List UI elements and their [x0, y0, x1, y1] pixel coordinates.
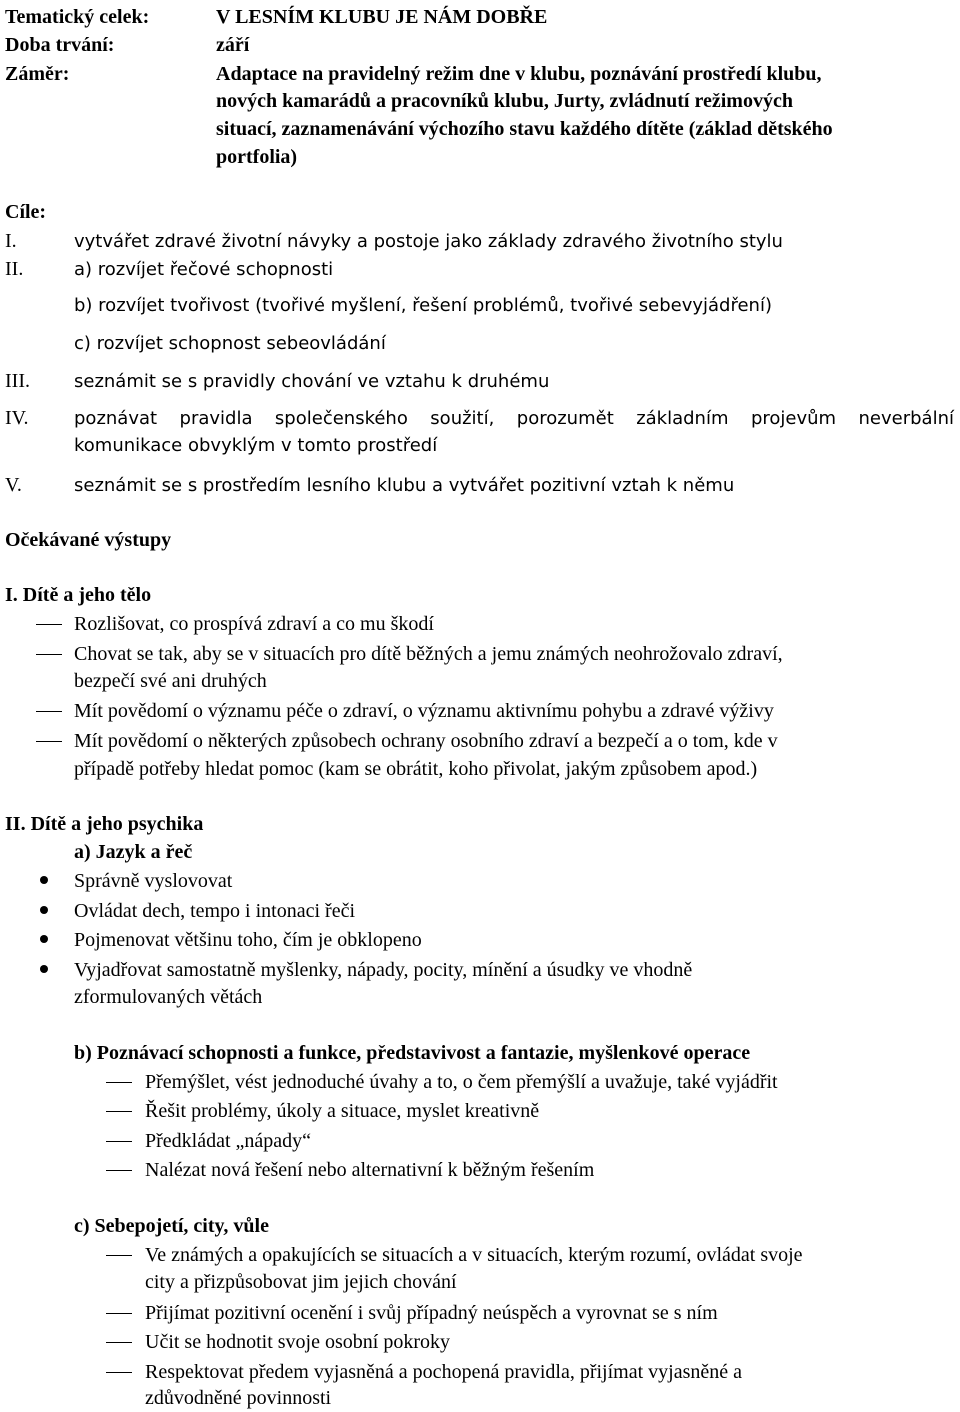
list-item: Ve známých a opakujících se situacích a v situacích, kterým rozumí, ovládat svoje — [145, 1244, 803, 1266]
goal-number: I. — [5, 230, 17, 252]
dash-marker — [36, 654, 62, 655]
goal-text: seznámit se s prostředím lesního klubu a vytvářet pozitivní vztah k němu — [74, 475, 735, 496]
list-item: Nalézat nová řešení nebo alternativní k běžným řešením — [145, 1159, 595, 1181]
subsection-title: c) Sebepojetí, city, vůle — [74, 1215, 269, 1237]
goal-number: II. — [5, 258, 24, 280]
list-item: Rozlišovat, co prospívá zdraví a co mu škodí — [74, 613, 434, 635]
section-title: II. Dítě a jeho psychika — [5, 813, 204, 835]
topic-label: Tematický celek: — [5, 6, 150, 28]
dash-marker — [106, 1313, 132, 1314]
list-item: Chovat se tak, aby se v situacích pro dítě běžných a jemu známých neohrožovalo zdraví, — [74, 643, 783, 665]
dash-marker — [106, 1141, 132, 1142]
aim-line: Adaptace na pravidelný režim dne v klubu, poznávání prostředí klubu, — [216, 63, 822, 85]
list-item: Ovládat dech, tempo i intonaci řeči — [74, 900, 356, 922]
bullet-marker — [40, 965, 48, 973]
goal-text: b) rozvíjet tvořivost (tvořivé myšlení, řešení problémů, tvořivé sebevyjádření) — [74, 295, 772, 316]
goal-text: poznávat pravidla společenského soužití, porozumět základním projevům neverbální — [74, 408, 954, 429]
goal-number: III. — [5, 370, 30, 392]
dash-marker — [106, 1342, 132, 1343]
aim-label: Záměr: — [5, 63, 70, 85]
list-item-continued: bezpečí své ani druhých — [74, 670, 267, 692]
list-item-continued: city a přizpůsobovat jim jejich chování — [145, 1271, 457, 1293]
list-item: Předkládat „nápady“ — [145, 1130, 312, 1152]
goal-text: seznámit se s pravidly chování ve vztahu k druhému — [74, 371, 550, 392]
bullet-marker — [40, 876, 48, 884]
dash-marker — [106, 1111, 132, 1112]
dash-marker — [106, 1372, 132, 1373]
dash-marker — [106, 1170, 132, 1171]
aim-line: nových kamarádů a pracovníků klubu, Jurty, zvládnutí režimových — [216, 90, 793, 112]
aim-line: portfolia) — [216, 146, 298, 168]
dash-marker — [106, 1255, 132, 1256]
goal-text-continued: komunikace obvyklým v tomto prostředí — [74, 435, 438, 456]
aim-line: situací, zaznamenávání výchozího stavu každého dítěte (základ dětského — [216, 118, 833, 140]
goal-text: c) rozvíjet schopnost sebeovládání — [74, 333, 386, 354]
goals-heading: Cíle: — [5, 201, 47, 223]
goal-text: a) rozvíjet řečové schopnosti — [74, 259, 334, 280]
duration-label: Doba trvání: — [5, 34, 115, 56]
outputs-heading: Očekávané výstupy — [5, 529, 172, 551]
goal-number: IV. — [5, 407, 29, 429]
goal-text: vytvářet zdravé životní návyky a postoje jako základy zdravého životního stylu — [74, 231, 783, 252]
subsection-title: a) Jazyk a řeč — [74, 841, 193, 863]
topic-value: V LESNÍM KLUBU JE NÁM DOBŘE — [216, 6, 548, 28]
list-item-continued: zformulovaných větách — [74, 986, 263, 1008]
bullet-marker — [40, 935, 48, 943]
list-item: Správně vyslovovat — [74, 870, 233, 892]
duration-value: září — [216, 34, 250, 56]
list-item: Přijímat pozitivní ocenění i svůj případný neúspěch a vyrovnat se s ním — [145, 1302, 718, 1324]
list-item: Mít povědomí o některých způsobech ochrany osobního zdraví a bezpečí a o tom, kde v — [74, 730, 778, 752]
goal-number: V. — [5, 474, 22, 496]
list-item: Mít povědomí o významu péče o zdraví, o významu aktivnímu pohybu a zdravé výživy — [74, 700, 774, 722]
list-item: Přemýšlet, vést jednoduché úvahy a to, o čem přemýšlí a uvažuje, také vyjádřit — [145, 1071, 778, 1093]
list-item: Řešit problémy, úkoly a situace, myslet kreativně — [145, 1100, 540, 1122]
section-title: I. Dítě a jeho tělo — [5, 584, 152, 606]
list-item: Učit se hodnotit svoje osobní pokroky — [145, 1331, 450, 1353]
subsection-title: b) Poznávací schopnosti a funkce, představivost a fantazie, myšlenkové operace — [74, 1042, 751, 1064]
list-item-continued: zdůvodněné povinnosti — [145, 1387, 332, 1409]
dash-marker — [106, 1082, 132, 1083]
bullet-marker — [40, 906, 48, 914]
list-item-continued: případě potřeby hledat pomoc (kam se obrátit, koho přivolat, jakým způsobem apod.) — [74, 758, 758, 780]
list-item: Pojmenovat většinu toho, čím je obklopeno — [74, 929, 422, 951]
dash-marker — [36, 741, 62, 742]
dash-marker — [36, 711, 62, 712]
list-item: Vyjadřovat samostatně myšlenky, nápady, pocity, mínění a úsudky ve vhodně — [74, 959, 693, 981]
list-item: Respektovat předem vyjasněná a pochopená pravidla, přijímat vyjasněné a — [145, 1361, 743, 1383]
dash-marker — [36, 624, 62, 625]
